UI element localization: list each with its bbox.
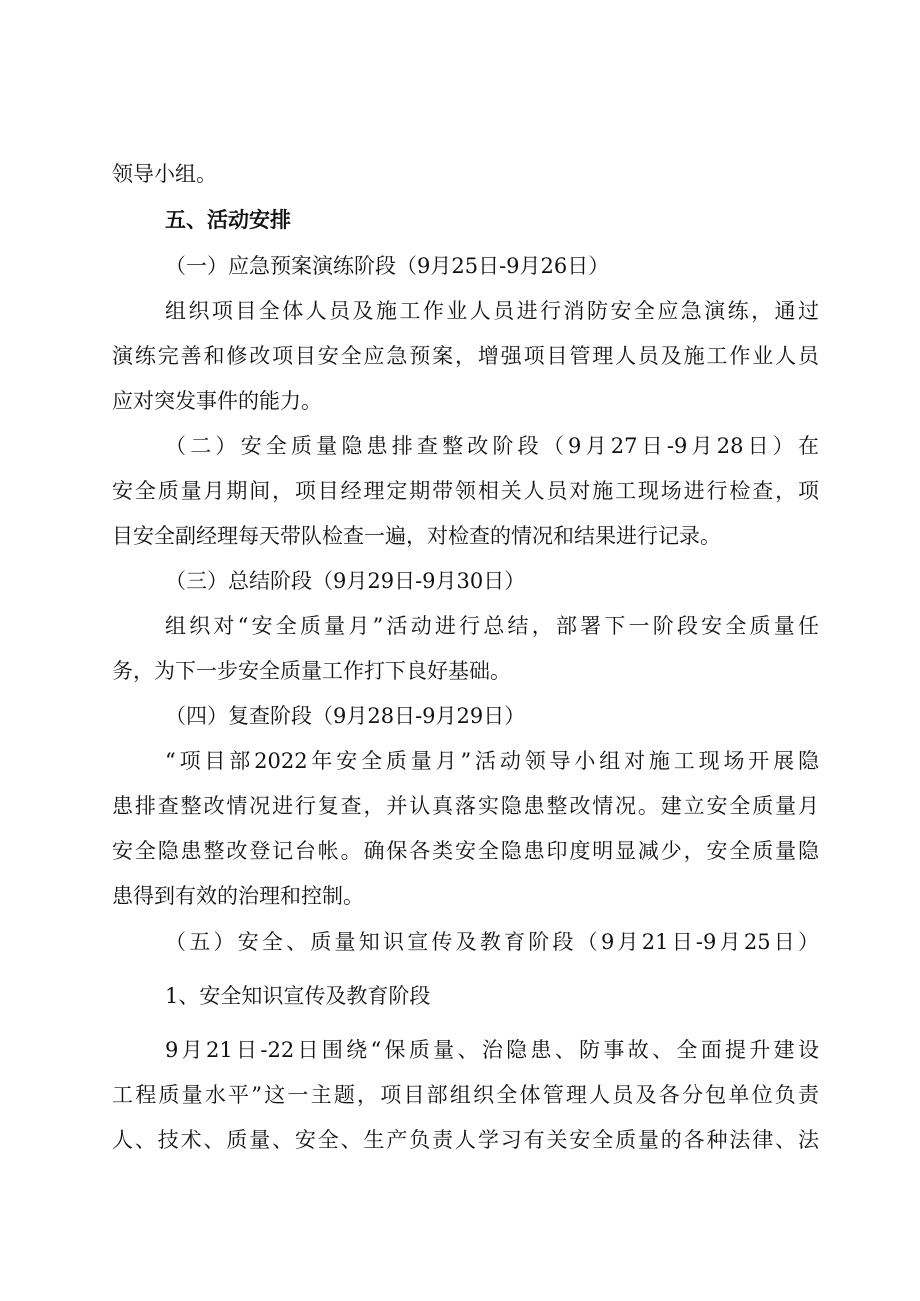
subsection-heading: （三）总结阶段（9月29日-9月30日） bbox=[165, 569, 526, 593]
subsection-heading: （二）安全质量隐患排查整改阶段（9月27日-9月28日）在 bbox=[165, 434, 819, 458]
text-line: 人、技术、质量、安全、生产负责人学习有关安全质量的各种法律、法 bbox=[112, 1128, 819, 1152]
text-line: 领导小组。 bbox=[112, 162, 217, 186]
text-line: 务，为下一步安全质量工作打下良好基础。 bbox=[112, 659, 511, 683]
text-line: 演练完善和修改项目安全应急预案，增强项目管理人员及施工作业人员 bbox=[112, 344, 819, 368]
numbered-item-heading: 1、安全知识宣传及教育阶段 bbox=[165, 984, 431, 1008]
text-line: 患得到有效的治理和控制。 bbox=[112, 884, 364, 908]
text-line: 工程质量水平”这一主题，项目部组织全体管理人员及各分包单位负责 bbox=[112, 1083, 819, 1107]
text-line: 安全隐患整改登记台帐。确保各类安全隐患印度明显减少，安全质量隐 bbox=[112, 839, 819, 863]
subsection-heading: （五）安全、质量知识宣传及教育阶段（9月21日-9月25日） bbox=[165, 930, 819, 954]
subsection-heading: （四）复查阶段（9月28日-9月29日） bbox=[165, 704, 526, 728]
section-heading: 五、活动安排 bbox=[165, 208, 291, 232]
text-line: 组织对“安全质量月”活动进行总结，部署下一阶段安全质量任 bbox=[165, 614, 819, 638]
text-line: 组织项目全体人员及施工作业人员进行消防安全应急演练，通过 bbox=[165, 299, 819, 323]
text-line: 患排查整改情况进行复查，并认真落实隐患整改情况。建立安全质量月 bbox=[112, 794, 819, 818]
subsection-heading: （一）应急预案演练阶段（9月25日-9月26日） bbox=[165, 254, 610, 278]
text-line: 安全质量月期间，项目经理定期带领相关人员对施工现场进行检查，项 bbox=[112, 479, 819, 503]
text-line: “项目部2022年安全质量月”活动领导小组对施工现场开展隐 bbox=[165, 749, 819, 773]
text-line: 应对突发事件的能力。 bbox=[112, 389, 322, 413]
text-line: 目安全副经理每天带队检查一遍，对检查的情况和结果进行记录。 bbox=[112, 524, 721, 548]
text-line: 9月21日-22日围绕“保质量、治隐患、防事故、全面提升建设 bbox=[165, 1038, 819, 1062]
